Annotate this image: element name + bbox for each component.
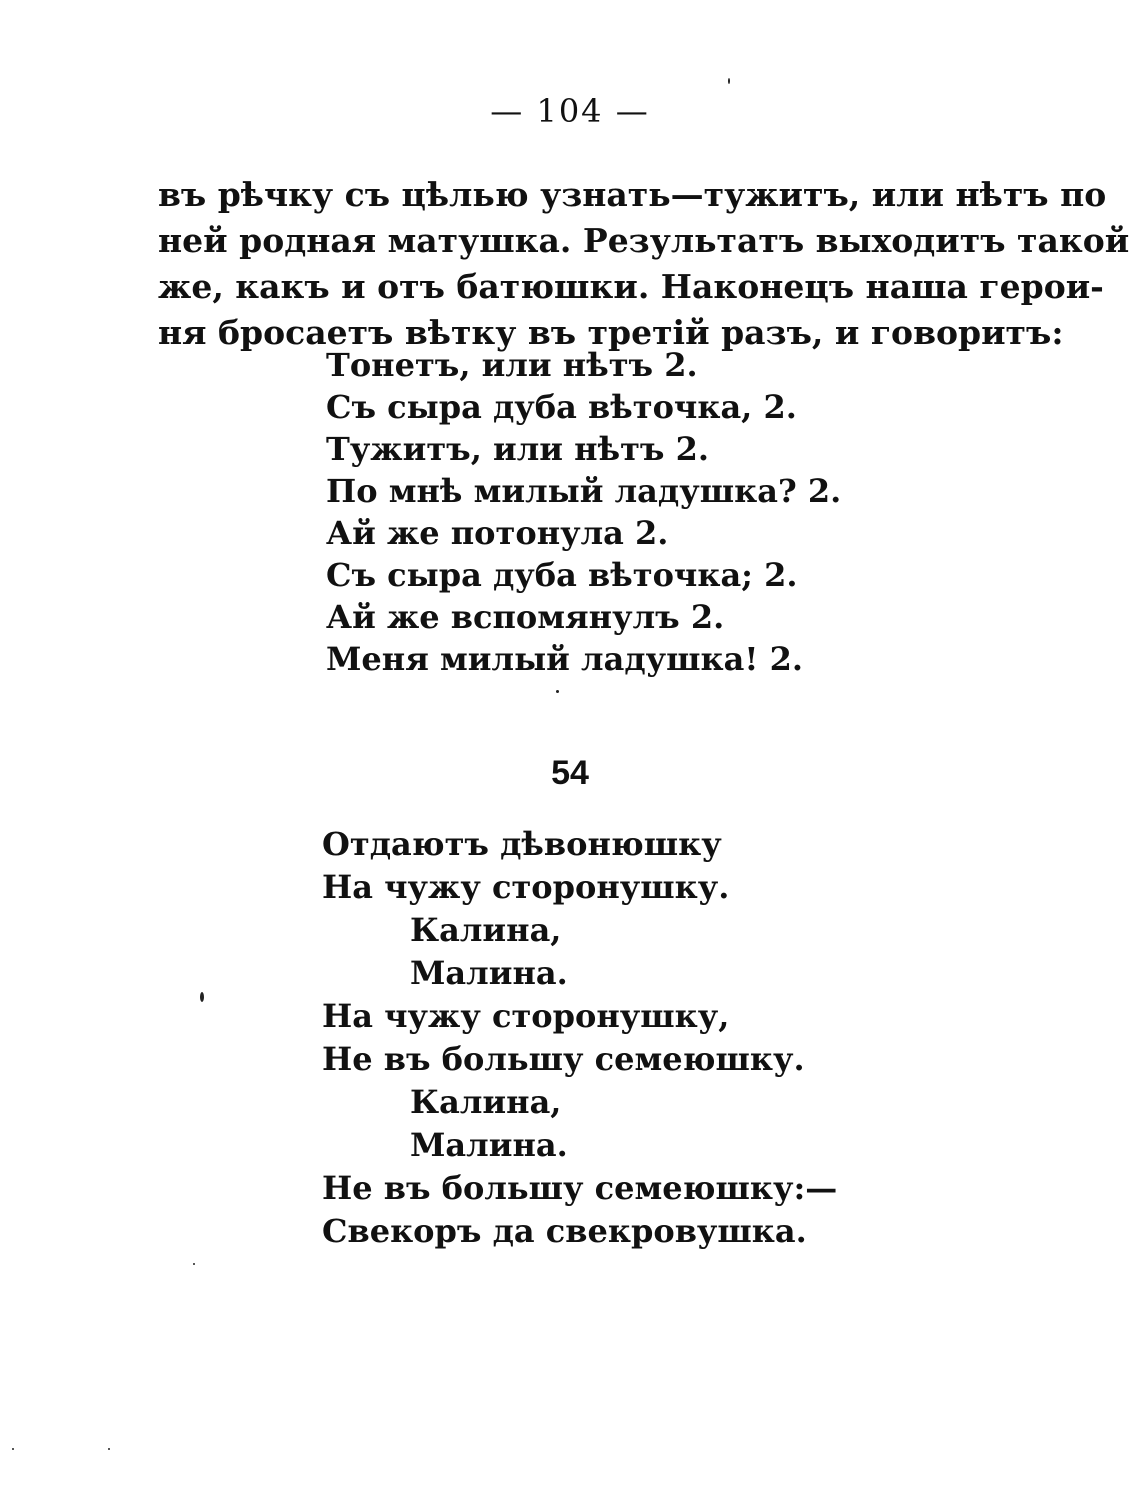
song-verse-53 [326,344,841,680]
verse-line: Ай же потонула 2. [326,514,669,552]
verse-line: Съ сыра дуба вѣточка, 2. [326,388,797,426]
verse-line: По мнѣ милый ладушка? 2. [326,472,842,510]
verse-line: Съ сыра дуба вѣточка; 2. [326,556,798,594]
ink-speck [728,78,730,84]
verse-line: Свекоръ да свекровушка. [322,1212,807,1250]
ink-speck [108,1448,110,1450]
refrain-line: Калина, [410,1083,562,1121]
verse-line: Не въ большу семеюшку. [322,1040,805,1078]
refrain-line: Калина, [410,911,562,949]
ink-speck [12,1448,14,1450]
verse-line: Не въ большу семеюшку:— [322,1169,838,1207]
verse-line: Ай же вспомянулъ 2. [326,598,725,636]
song-number: 54 [551,754,589,792]
prose-line: ня бросаетъ вѣтку въ третій разъ, и говоритъ: [158,313,1064,352]
page-number: — 104 — [490,92,650,130]
refrain-line: Малина. [410,954,568,992]
prose-line: ней родная матушка. Результатъ выходитъ такой [158,221,1130,260]
verse-line: На чужу сторонушку, [322,997,730,1035]
verse-line: Тонетъ, или нѣтъ 2. [326,346,698,384]
verse-line: Меня милый ладушка! 2. [326,640,803,678]
ink-speck [200,992,204,1002]
verse-line: На чужу сторонушку. [322,868,730,906]
ink-speck [556,690,559,693]
ink-speck [193,1263,195,1265]
verse-line: Отдаютъ дѣвонюшку [322,825,722,863]
prose-line: же, какъ и отъ батюшки. Наконецъ наша герои- [158,267,1104,306]
prose-line: въ рѣчку съ цѣлью узнать—тужитъ, или нѣтъ по [158,175,1107,214]
refrain-line: Малина. [410,1126,568,1164]
verse-line: Тужитъ, или нѣтъ 2. [326,430,710,468]
song-verse-54 [322,823,837,1253]
prose-paragraph [158,172,1130,356]
